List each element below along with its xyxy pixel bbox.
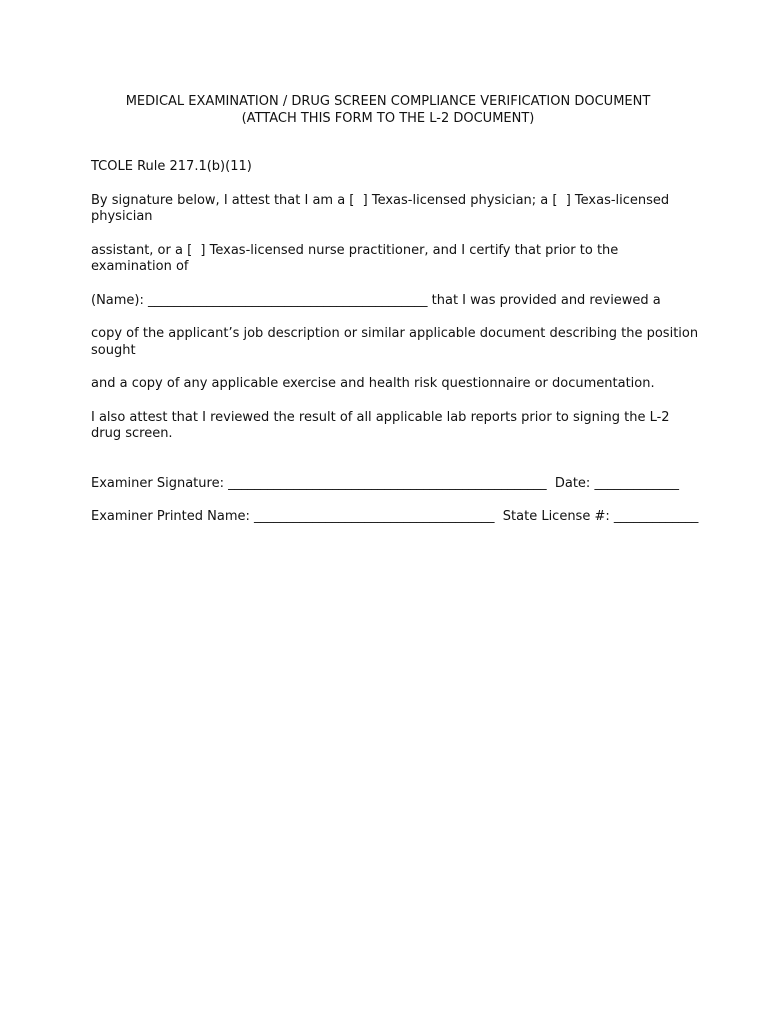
document-title <box>60 93 716 127</box>
examiner-signature-line: Examiner Signature: _________________________________________________ Date: _____________ <box>91 475 679 491</box>
attestation-paragraph-1: By signature below, I attest that I am a [ ] Texas-licensed physician; a [ ] Texas-licensed physician <box>91 192 674 224</box>
examiner-printed-name-line: Examiner Printed Name: _____________________________________ State License #: _____________ <box>91 509 699 524</box>
name-field-line: (Name): ___________________________________________ that I was provided and reviewed a <box>91 292 661 308</box>
attestation-paragraph-4: copy of the applicant’s job description or similar applicable document describing the position sought <box>91 326 703 358</box>
title-line-2: (ATTACH THIS FORM TO THE L-2 DOCUMENT) <box>241 111 535 126</box>
rule-reference: TCOLE Rule 217.1(b)(11) <box>91 159 252 174</box>
attestation-paragraph-6: I also attest that I reviewed the result of all applicable lab reports prior to signing the L-2 drug screen. <box>91 409 674 441</box>
document-body <box>91 159 703 526</box>
attestation-paragraph-5: and a copy of any applicable exercise and health risk questionnaire or documentation. <box>91 376 655 391</box>
attestation-paragraph-2: assistant, or a [ ] Texas-licensed nurse practitioner, and I certify that prior to the examination of <box>91 242 623 274</box>
title-line-1: MEDICAL EXAMINATION / DRUG SCREEN COMPLIANCE VERIFICATION DOCUMENT <box>125 94 651 109</box>
